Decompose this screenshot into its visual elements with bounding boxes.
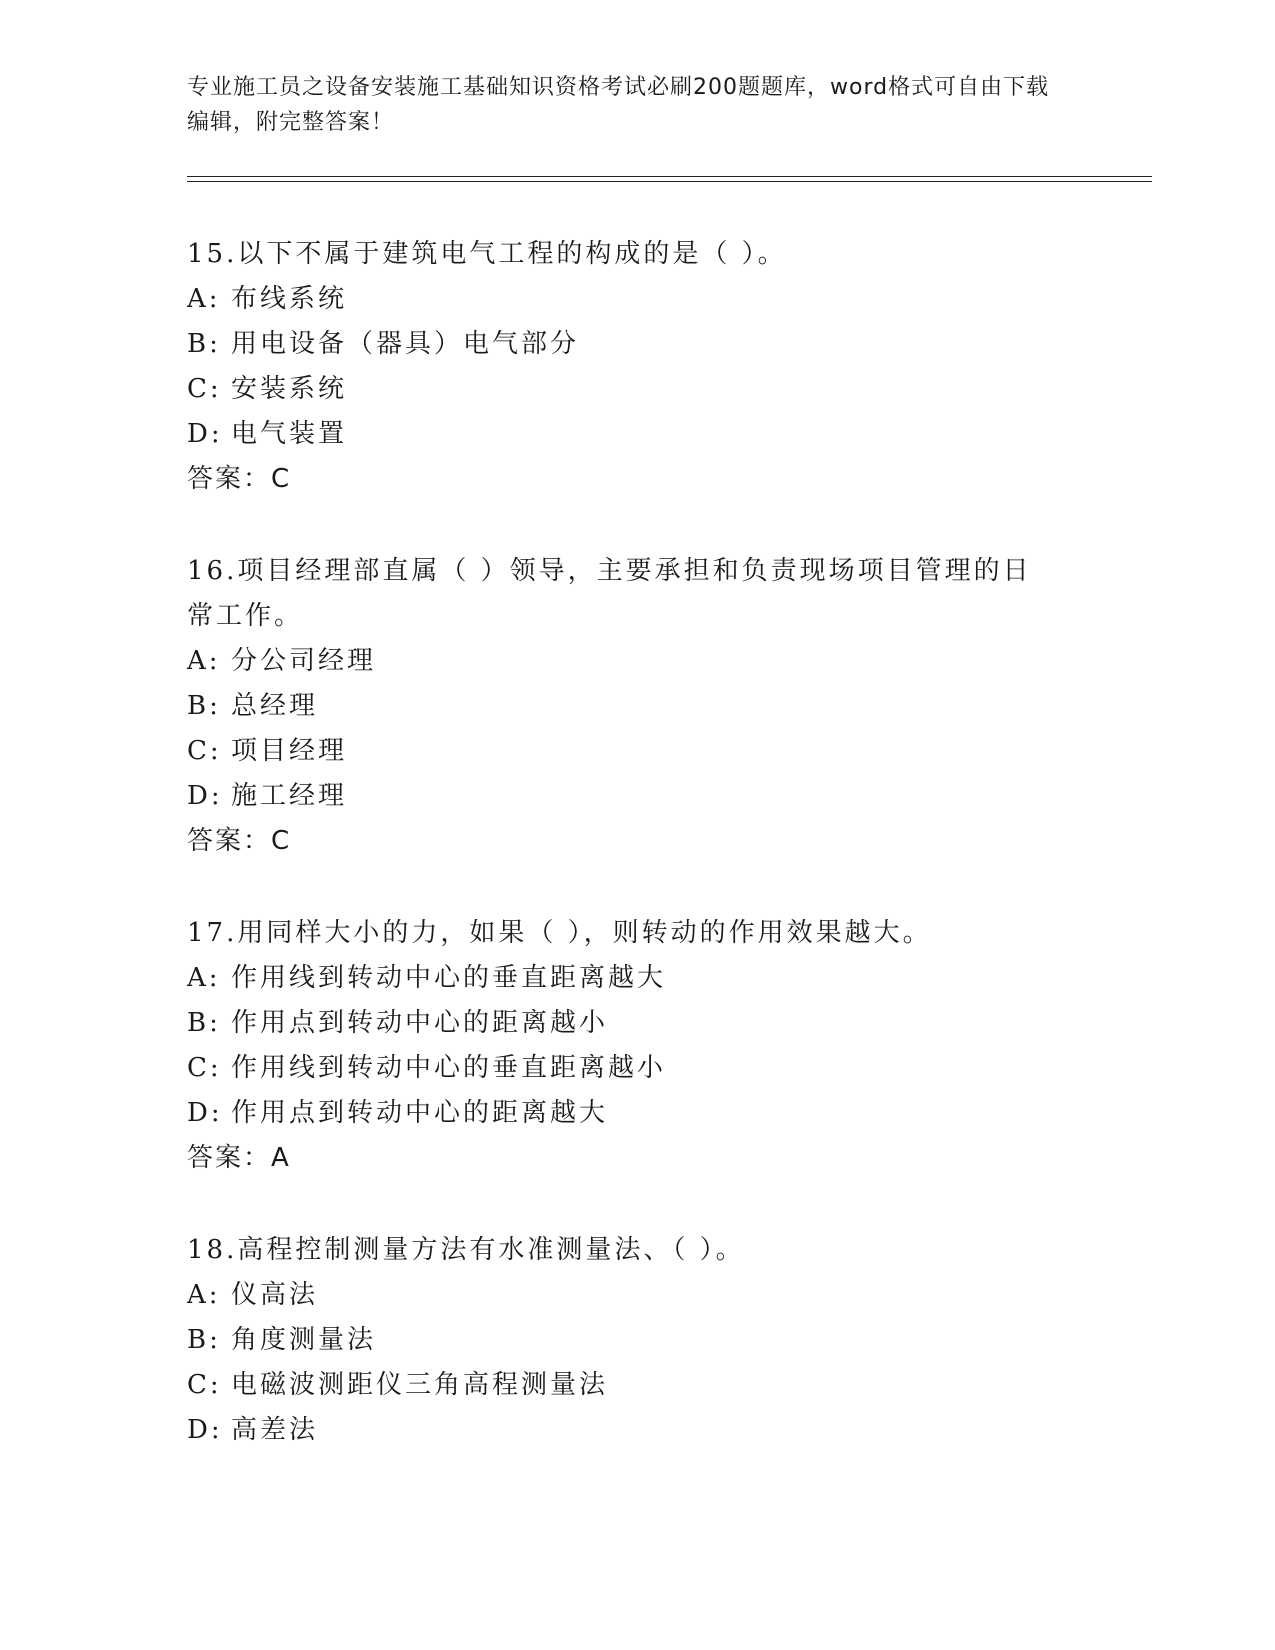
question-list	[187, 232, 1087, 1500]
option-b	[187, 322, 1087, 367]
option-c	[187, 367, 1087, 412]
option-letter: A:	[187, 284, 221, 314]
option-text: 总经理	[231, 691, 319, 721]
option-letter: C:	[187, 1370, 222, 1400]
option-a	[187, 639, 1087, 684]
question-18	[187, 1228, 1087, 1453]
option-text: 仪高法	[231, 1280, 319, 1310]
option-b	[187, 1318, 1087, 1363]
option-letter: C:	[187, 374, 222, 404]
option-text: 作用点到转动中心的距离越小	[231, 1008, 609, 1038]
option-c	[187, 729, 1087, 774]
option-letter: B:	[187, 329, 221, 359]
answer-line: 答案：C	[187, 464, 292, 494]
option-text: 高差法	[231, 1415, 319, 1445]
option-a	[187, 1273, 1087, 1318]
option-text: 作用线到转动中心的垂直距离越大	[231, 963, 667, 993]
option-letter: B:	[187, 1325, 221, 1355]
option-letter: D:	[187, 419, 223, 449]
option-letter: D:	[187, 1415, 223, 1445]
option-text: 作用点到转动中心的距离越大	[231, 1098, 609, 1128]
question-stem: 16.项目经理部直属（ ）领导，主要承担和负责现场项目管理的日常工作。	[187, 556, 1032, 631]
option-d	[187, 1408, 1087, 1453]
option-letter: B:	[187, 1008, 221, 1038]
option-d	[187, 412, 1087, 457]
document-header	[187, 70, 1147, 140]
option-a	[187, 956, 1087, 1001]
option-letter: A:	[187, 646, 221, 676]
question-17	[187, 911, 1087, 1181]
question-stem: 15.以下不属于建筑电气工程的构成的是（ ）。	[187, 239, 787, 269]
option-text: 用电设备（器具）电气部分	[231, 329, 580, 359]
option-text: 项目经理	[231, 736, 348, 766]
option-text: 安装系统	[231, 374, 348, 404]
option-letter: A:	[187, 1280, 221, 1310]
header-text: 专业施工员之设备安装施工基础知识资格考试必刷200题题库，word格式可自由下载编辑，附完整答案！	[187, 75, 1050, 135]
answer-line: 答案：C	[187, 826, 292, 856]
option-letter: A:	[187, 963, 221, 993]
option-c	[187, 1363, 1087, 1408]
option-text: 角度测量法	[231, 1325, 377, 1355]
option-d	[187, 774, 1087, 819]
option-c	[187, 1046, 1087, 1091]
option-letter: C:	[187, 736, 222, 766]
option-a	[187, 277, 1087, 322]
option-letter: B:	[187, 691, 221, 721]
header-rule-top	[187, 176, 1152, 177]
option-text: 作用线到转动中心的垂直距离越小	[231, 1053, 667, 1083]
option-letter: D:	[187, 1098, 223, 1128]
option-d	[187, 1091, 1087, 1136]
option-text: 布线系统	[231, 284, 348, 314]
option-b	[187, 684, 1087, 729]
option-b	[187, 1001, 1087, 1046]
question-stem: 17.用同样大小的力，如果（ ），则转动的作用效果越大。	[187, 918, 932, 948]
option-letter: C:	[187, 1053, 222, 1083]
question-16	[187, 549, 1087, 864]
option-text: 施工经理	[231, 781, 348, 811]
option-letter: D:	[187, 781, 223, 811]
header-rule-bottom	[187, 181, 1152, 182]
answer-line: 答案：A	[187, 1143, 291, 1173]
option-text: 电磁波测距仪三角高程测量法	[231, 1370, 609, 1400]
option-text: 分公司经理	[231, 646, 377, 676]
question-15	[187, 232, 1087, 502]
question-stem: 18.高程控制测量方法有水准测量法、（ ）。	[187, 1235, 745, 1265]
option-text: 电气装置	[231, 419, 348, 449]
